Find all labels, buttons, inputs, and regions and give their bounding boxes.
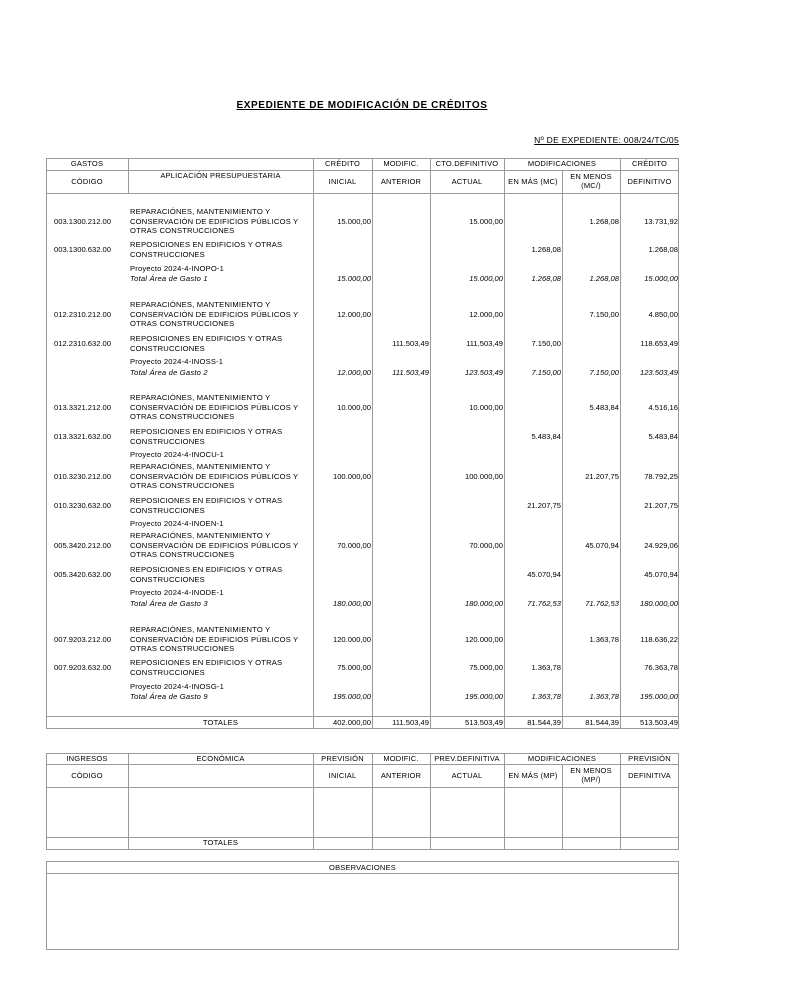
mas-cell: 71.762,53	[527, 599, 561, 608]
total-area-label: Total Área de Gasto 3	[130, 599, 208, 608]
header-ingresos-actual: ACTUAL	[451, 771, 483, 780]
header-ingresos-en-mas: EN MÁS (MP)	[508, 771, 558, 780]
mas-cell: 7.150,00	[531, 338, 561, 348]
actual-cell: 10.000,00	[469, 402, 503, 412]
proyecto-label: Proyecto 2024-4-INOSS-1	[130, 357, 224, 366]
aplicacion-desc: CONSERVACIÓN DE EDIFICIOS PÚBLICOS Y	[130, 216, 299, 226]
menos-cell: 1.363,78	[589, 692, 619, 701]
proyecto-label: Proyecto 2024-4-INOPO-1	[130, 264, 225, 273]
menos-cell: 1.268,08	[589, 274, 619, 283]
inicial-cell: 100.000,00	[332, 471, 371, 481]
codigo-cell: 007.9203.212.00	[54, 634, 112, 644]
header-modific: MODIFIC.	[383, 159, 419, 168]
aplicacion-desc: CONSERVACIÓN DE EDIFICIOS PÚBLICOS Y	[130, 540, 299, 550]
menos-cell: 45.070,94	[585, 540, 619, 550]
header-credito-def: CRÉDITO	[631, 159, 667, 168]
inicial-cell: 120.000,00	[332, 634, 371, 644]
definitivo-cell: 1.268,08	[648, 244, 678, 254]
definitivo-cell: 180.000,00	[639, 599, 678, 608]
inicial-cell: 75.000,00	[337, 662, 371, 672]
aplicacion-desc: REPOSICIONES EN EDIFICIOS Y OTRAS	[130, 427, 283, 436]
codigo-cell: 010.3230.212.00	[54, 471, 112, 481]
menos-cell: 71.762,53	[585, 599, 619, 608]
header-actual: ACTUAL	[451, 177, 483, 186]
codigo-cell: 012.2310.212.00	[54, 309, 112, 319]
total-area-label: Total Área de Gasto 2	[130, 368, 208, 377]
actual-cell: 195.000,00	[464, 692, 503, 701]
aplicacion-desc: REPARACIÓNES, MANTENIMIENTO Y	[130, 625, 271, 634]
aplicacion-desc: REPARACIÓNES, MANTENIMIENTO Y	[130, 300, 271, 309]
definitivo-cell: 24.929,06	[644, 540, 678, 550]
aplicacion-desc: REPARACIÓNES, MANTENIMIENTO Y	[130, 531, 271, 540]
menos-cell: 7.150,00	[589, 309, 619, 319]
header-en-menos: EN MENOS (MC/)	[570, 172, 612, 190]
mas-cell: 1.363,78	[531, 692, 561, 701]
totales-anterior: 111.503,49	[392, 718, 429, 727]
mas-cell: 1.268,08	[531, 244, 561, 254]
gastos-col-divider	[504, 158, 505, 729]
gastos-col-divider	[372, 158, 373, 729]
mas-cell: 1.363,78	[531, 662, 561, 672]
ingresos-col-divider	[430, 753, 431, 850]
definitivo-cell: 123.503,49	[639, 368, 678, 377]
observaciones-box	[46, 861, 679, 950]
definitivo-cell: 76.363,78	[644, 662, 678, 672]
codigo-cell: 005.3420.212.00	[54, 540, 112, 550]
mas-cell: 1.268,08	[531, 274, 561, 283]
totales-mas: 81.544,39	[527, 718, 561, 727]
codigo-cell: 010.3230.632.00	[54, 500, 112, 510]
actual-cell: 15.000,00	[469, 274, 503, 283]
menos-cell: 7.150,00	[589, 368, 619, 377]
aplicacion-desc: OTRAS CONSTRUCCIONES	[130, 550, 235, 560]
menos-cell: 21.207,75	[585, 471, 619, 481]
menos-cell: 5.483,84	[589, 402, 619, 412]
definitivo-cell: 21.207,75	[644, 500, 678, 510]
codigo-cell: 005.3420.632.00	[54, 569, 112, 579]
inicial-cell: 15.000,00	[337, 274, 371, 283]
ingresos-col-divider	[562, 764, 563, 850]
codigo-cell: 003.1300.212.00	[54, 216, 112, 226]
aplicacion-desc: OTRAS CONSTRUCCIONES	[130, 319, 235, 329]
aplicacion-desc: CONSTRUCCIONES	[130, 436, 205, 446]
ingresos-col-divider	[372, 753, 373, 850]
header-prevision-definitiva: DEFINITIVA	[628, 771, 671, 780]
codigo-cell: 013.3321.632.00	[54, 431, 112, 441]
aplicacion-desc: OTRAS CONSTRUCCIONES	[130, 644, 235, 654]
inicial-cell: 180.000,00	[332, 599, 371, 608]
actual-cell: 120.000,00	[464, 634, 503, 644]
aplicacion-desc: REPOSICIONES EN EDIFICIOS Y OTRAS	[130, 334, 283, 343]
total-area-label: Total Área de Gasto 1	[130, 274, 208, 283]
aplicacion-desc: OTRAS CONSTRUCCIONES	[130, 412, 235, 422]
actual-cell: 15.000,00	[469, 216, 503, 226]
definitivo-cell: 118.653,49	[640, 338, 678, 348]
definitivo-cell: 13.731,92	[644, 216, 678, 226]
header-ingresos: INGRESOS	[66, 754, 108, 763]
gastos-totales-label: TOTALES	[202, 718, 239, 727]
observaciones-divider	[46, 873, 679, 874]
header-prev-definitiva: PREV.DEFINITIVA	[434, 754, 500, 763]
actual-cell: 12.000,00	[469, 309, 503, 319]
inicial-cell: 12.000,00	[337, 309, 371, 319]
definitivo-cell: 4.850,00	[648, 309, 678, 319]
menos-cell: 1.363,78	[589, 634, 619, 644]
aplicacion-desc: REPARACIÓNES, MANTENIMIENTO Y	[130, 207, 271, 216]
header-modificaciones: MODIFICACIONES	[527, 159, 597, 168]
mas-cell: 21.207,75	[527, 500, 561, 510]
anterior-cell: 111.503,49	[392, 338, 429, 348]
menos-cell: 1.268,08	[589, 216, 619, 226]
aplicacion-desc: REPOSICIONES EN EDIFICIOS Y OTRAS	[130, 240, 283, 249]
definitivo-cell: 5.483,84	[648, 431, 678, 441]
gastos-totals-divider	[46, 716, 679, 717]
totales-inicial: 402.000,00	[332, 718, 371, 727]
header-ingresos-en-menos: EN MENOS (MP/)	[570, 766, 612, 784]
codigo-cell: 007.9203.632.00	[54, 662, 112, 672]
ingresos-col-divider	[313, 753, 314, 850]
expediente-number: Nº DE EXPEDIENTE: 008/24/TC/05	[534, 135, 679, 145]
header-credito: CRÉDITO	[324, 159, 360, 168]
totales-actual: 513.503,49	[464, 718, 503, 727]
header-codigo: CÓDIGO	[71, 177, 103, 186]
header-prevision-inicial: INICIAL	[328, 771, 357, 780]
codigo-cell: 012.2310.632.00	[54, 338, 112, 348]
mas-cell: 45.070,94	[527, 569, 561, 579]
ingresos-col-divider	[620, 753, 621, 850]
gastos-col-divider	[562, 170, 563, 729]
definitivo-cell: 15.000,00	[644, 274, 678, 283]
ingresos-header-divider-2	[46, 787, 679, 788]
aplicacion-desc: CONSTRUCCIONES	[130, 505, 205, 515]
actual-cell: 70.000,00	[469, 540, 503, 550]
aplicacion-desc: CONSTRUCCIONES	[130, 249, 205, 259]
total-area-label: Total Área de Gasto 9	[130, 692, 208, 701]
aplicacion-desc: CONSERVACIÓN DE EDIFICIOS PÚBLICOS Y	[130, 634, 299, 644]
header-cto-definitivo: CTO.DEFINITIVO	[435, 159, 499, 168]
header-gastos: GASTOS	[70, 159, 104, 168]
aplicacion-desc: REPOSICIONES EN EDIFICIOS Y OTRAS	[130, 496, 283, 505]
actual-cell: 180.000,00	[464, 599, 503, 608]
totales-definitivo: 513.503,49	[639, 718, 678, 727]
definitivo-cell: 45.070,94	[644, 569, 678, 579]
header-inicial: INICIAL	[328, 177, 357, 186]
proyecto-label: Proyecto 2024-4-INOEN-1	[130, 519, 224, 528]
actual-cell: 123.503,49	[464, 368, 503, 377]
header-prevision: PREVISIÓN	[321, 754, 364, 763]
aplicacion-desc: REPARACIÓNES, MANTENIMIENTO Y	[130, 393, 271, 402]
header-aplicacion: APLICACIÓN PRESUPUESTARIA	[160, 171, 281, 180]
codigo-cell: 003.1300.632.00	[54, 244, 112, 254]
aplicacion-desc: REPOSICIONES EN EDIFICIOS Y OTRAS	[130, 565, 283, 574]
inicial-cell: 195.000,00	[332, 692, 371, 701]
definitivo-cell: 4.516,16	[648, 402, 678, 412]
proyecto-label: Proyecto 2024-4-INOCU-1	[130, 450, 225, 459]
aplicacion-desc: CONSERVACIÓN DE EDIFICIOS PÚBLICOS Y	[130, 309, 299, 319]
aplicacion-desc: REPARACIÓNES, MANTENIMIENTO Y	[130, 462, 271, 471]
page-title: EXPEDIENTE DE MODIFICACIÓN DE CRÉDITOS	[236, 100, 488, 111]
header-definitivo: DEFINITIVO	[627, 177, 672, 186]
observaciones-label: OBSERVACIONES	[329, 863, 396, 872]
totales-menos: 81.544,39	[585, 718, 619, 727]
gastos-header-divider-2	[46, 193, 679, 194]
header-economica: ECONÓMICA	[196, 754, 245, 763]
actual-cell: 111.503,49	[466, 338, 503, 348]
aplicacion-desc: CONSTRUCCIONES	[130, 574, 205, 584]
inicial-cell: 70.000,00	[337, 540, 371, 550]
aplicacion-desc: OTRAS CONSTRUCCIONES	[130, 226, 235, 236]
header-en-mas: EN MÁS (MC)	[508, 177, 558, 186]
ingresos-totales-label: TOTALES	[202, 838, 239, 847]
actual-cell: 75.000,00	[469, 662, 503, 672]
proyecto-label: Proyecto 2024-4-INODE-1	[130, 588, 224, 597]
inicial-cell: 10.000,00	[337, 402, 371, 412]
definitivo-cell: 118.636,22	[640, 634, 678, 644]
aplicacion-desc: CONSERVACIÓN DE EDIFICIOS PÚBLICOS Y	[130, 471, 299, 481]
definitivo-cell: 195.000,00	[639, 692, 678, 701]
mas-cell: 5.483,84	[531, 431, 561, 441]
aplicacion-desc: CONSTRUCCIONES	[130, 667, 205, 677]
aplicacion-desc: OTRAS CONSTRUCCIONES	[130, 481, 235, 491]
aplicacion-desc: REPOSICIONES EN EDIFICIOS Y OTRAS	[130, 658, 283, 667]
aplicacion-desc: CONSTRUCCIONES	[130, 343, 205, 353]
header-ingresos-modific: MODIFIC.	[383, 754, 419, 763]
mas-cell: 7.150,00	[531, 368, 561, 377]
actual-cell: 100.000,00	[464, 471, 503, 481]
inicial-cell: 12.000,00	[337, 368, 371, 377]
header-ingresos-modificaciones: MODIFICACIONES	[527, 754, 597, 763]
header-anterior: ANTERIOR	[380, 177, 422, 186]
anterior-cell: 111.503,49	[392, 368, 429, 377]
inicial-cell: 15.000,00	[337, 216, 371, 226]
ingresos-col-divider	[128, 753, 129, 850]
definitivo-cell: 78.792,25	[644, 471, 678, 481]
codigo-cell: 013.3321.212.00	[54, 402, 112, 412]
header-prevision-def: PREVISIÓN	[628, 754, 671, 763]
aplicacion-desc: CONSERVACIÓN DE EDIFICIOS PÚBLICOS Y	[130, 402, 299, 412]
ingresos-col-divider	[504, 753, 505, 850]
proyecto-label: Proyecto 2024-4-INOSG-1	[130, 682, 225, 691]
header-ingresos-anterior: ANTERIOR	[380, 771, 422, 780]
header-ingresos-codigo: CÓDIGO	[71, 771, 103, 780]
ingresos-header-divider-1	[46, 764, 679, 765]
